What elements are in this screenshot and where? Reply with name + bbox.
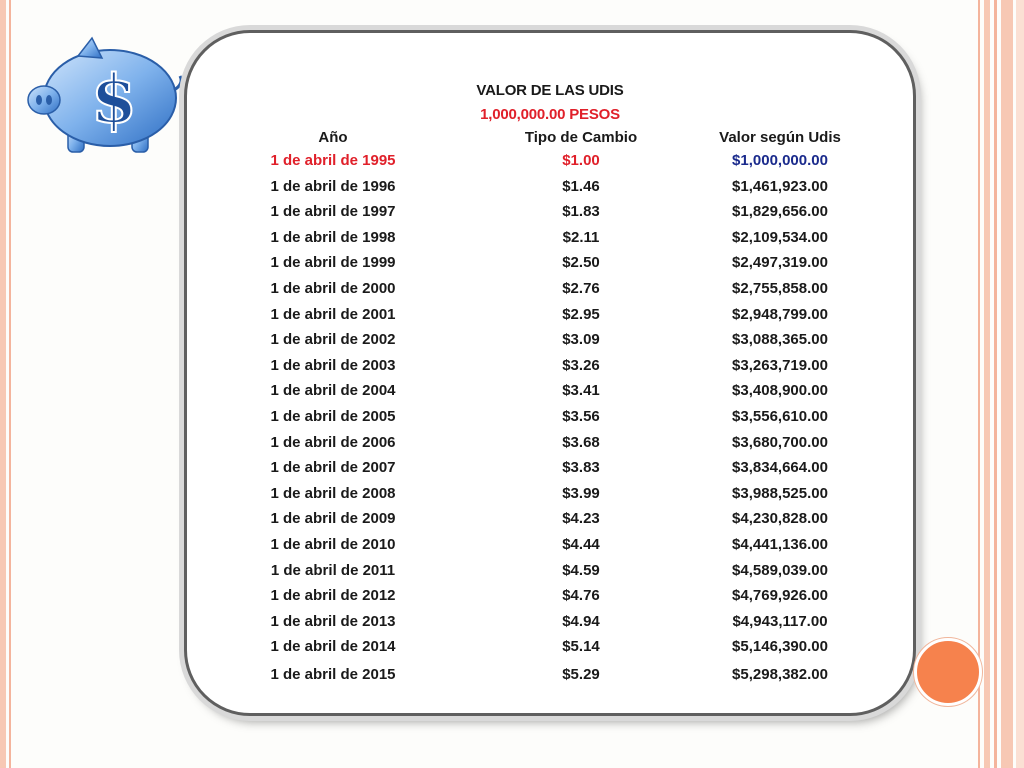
table-row (187, 485, 913, 509)
row-exchange-rate: $4.94 (562, 612, 600, 630)
row-year: 1 de abril de 2002 (270, 331, 396, 349)
row-exchange-rate: $5.29 (562, 666, 600, 683)
table-row (187, 280, 913, 304)
row-exchange-rate: $1.00 (562, 152, 600, 169)
row-udis-value: $3,988,525.00 (732, 484, 828, 502)
row-exchange-rate: $3.26 (562, 356, 600, 374)
row-year: 1 de abril de 2015 (270, 666, 396, 683)
row-year: 1 de abril de 2010 (270, 536, 396, 553)
table-title: VALOR DE LAS UDIS (476, 82, 624, 99)
row-udis-value: $3,263,719.00 (732, 356, 828, 374)
row-udis-value: $1,461,923.00 (732, 177, 828, 195)
table-row (187, 666, 913, 690)
row-udis-value: $1,829,656.00 (732, 203, 828, 221)
row-exchange-rate: $1.46 (562, 177, 600, 195)
table-row (187, 408, 913, 432)
row-year: 1 de abril de 1998 (270, 228, 396, 246)
table-row (187, 536, 913, 560)
row-udis-value: $5,298,382.00 (732, 666, 828, 683)
table-row (187, 459, 913, 483)
row-udis-value: $4,943,117.00 (732, 612, 828, 630)
row-udis-value: $3,408,900.00 (732, 382, 828, 400)
table-row (187, 254, 913, 278)
row-exchange-rate: $2.95 (562, 305, 600, 323)
right-stripe-5 (1016, 0, 1024, 768)
row-year: 1 de abril de 2001 (270, 305, 396, 323)
table-row (187, 229, 913, 253)
piggy-dollar-symbol: $ (91, 60, 137, 138)
row-year: 1 de abril de 2013 (270, 612, 396, 630)
table-row (187, 357, 913, 381)
table-row (187, 613, 913, 637)
row-exchange-rate: $2.76 (562, 280, 600, 297)
table-row (187, 178, 913, 202)
table-row (187, 587, 913, 611)
header-udis-value: Valor según Udis (719, 129, 841, 146)
right-stripe-4 (1001, 0, 1013, 768)
row-year: 1 de abril de 2007 (270, 459, 396, 477)
row-year: 1 de abril de 2008 (270, 484, 396, 502)
row-year: 1 de abril de 2000 (270, 280, 396, 297)
table-row (187, 203, 913, 227)
row-udis-value: $4,589,039.00 (732, 561, 828, 579)
row-exchange-rate: $2.11 (562, 228, 600, 246)
row-exchange-rate: $3.09 (562, 331, 600, 349)
header-year: Año (318, 129, 348, 146)
row-udis-value: $2,755,858.00 (732, 280, 828, 297)
table-row (187, 152, 913, 176)
table-header-row (187, 129, 913, 153)
row-year: 1 de abril de 2005 (270, 408, 396, 425)
right-stripe-1 (978, 0, 980, 768)
table-row (187, 510, 913, 534)
table-subtitle: 1,000,000.00 PESOS (480, 106, 620, 123)
row-udis-value: $3,088,365.00 (732, 331, 828, 349)
udis-table-card (184, 30, 916, 716)
row-exchange-rate: $3.83 (562, 459, 600, 477)
right-stripe-2 (984, 0, 990, 768)
row-udis-value: $2,109,534.00 (732, 228, 828, 246)
row-year: 1 de abril de 1995 (270, 152, 396, 169)
row-year: 1 de abril de 1996 (270, 177, 396, 195)
table-row (187, 382, 913, 406)
row-exchange-rate: $3.68 (562, 433, 600, 451)
row-year: 1 de abril de 2012 (270, 587, 396, 605)
row-exchange-rate: $4.44 (562, 536, 600, 553)
row-year: 1 de abril de 2009 (270, 510, 396, 528)
row-year: 1 de abril de 2004 (270, 382, 396, 400)
row-udis-value: $3,834,664.00 (732, 459, 828, 477)
row-udis-value: $3,556,610.00 (732, 408, 828, 425)
row-udis-value: $4,769,926.00 (732, 587, 828, 605)
row-udis-value: $2,948,799.00 (732, 305, 828, 323)
table-row (187, 306, 913, 330)
row-year: 1 de abril de 2014 (270, 638, 396, 656)
row-udis-value: $5,146,390.00 (732, 638, 828, 656)
row-exchange-rate: $4.23 (562, 510, 600, 528)
row-udis-value: $1,000,000.00 (732, 152, 828, 169)
row-year: 1 de abril de 1999 (270, 254, 396, 272)
row-exchange-rate: $3.41 (562, 382, 600, 400)
row-exchange-rate: $5.14 (562, 638, 600, 656)
row-exchange-rate: $4.59 (562, 561, 600, 579)
left-stripe-outer (0, 0, 6, 768)
row-exchange-rate: $1.83 (562, 203, 600, 221)
row-udis-value: $4,230,828.00 (732, 510, 828, 528)
row-year: 1 de abril de 2003 (270, 356, 396, 374)
row-exchange-rate: $3.56 (562, 408, 600, 425)
row-exchange-rate: $3.99 (562, 484, 600, 502)
orange-circle-decoration (914, 638, 982, 706)
table-row (187, 331, 913, 355)
row-year: 1 de abril de 2011 (270, 561, 396, 579)
row-udis-value: $2,497,319.00 (732, 254, 828, 272)
left-stripe-inner (9, 0, 11, 768)
table-row (187, 638, 913, 662)
row-udis-value: $3,680,700.00 (732, 433, 828, 451)
piggy-bank-dollar-icon (18, 30, 186, 160)
right-stripe-3 (994, 0, 997, 768)
header-exchange-rate: Tipo de Cambio (524, 129, 638, 146)
table-row (187, 434, 913, 458)
table-row (187, 562, 913, 586)
row-year: 1 de abril de 2006 (270, 433, 396, 451)
row-exchange-rate: $4.76 (562, 587, 600, 605)
row-udis-value: $4,441,136.00 (732, 536, 828, 553)
row-year: 1 de abril de 1997 (270, 203, 396, 221)
row-exchange-rate: $2.50 (562, 254, 600, 272)
